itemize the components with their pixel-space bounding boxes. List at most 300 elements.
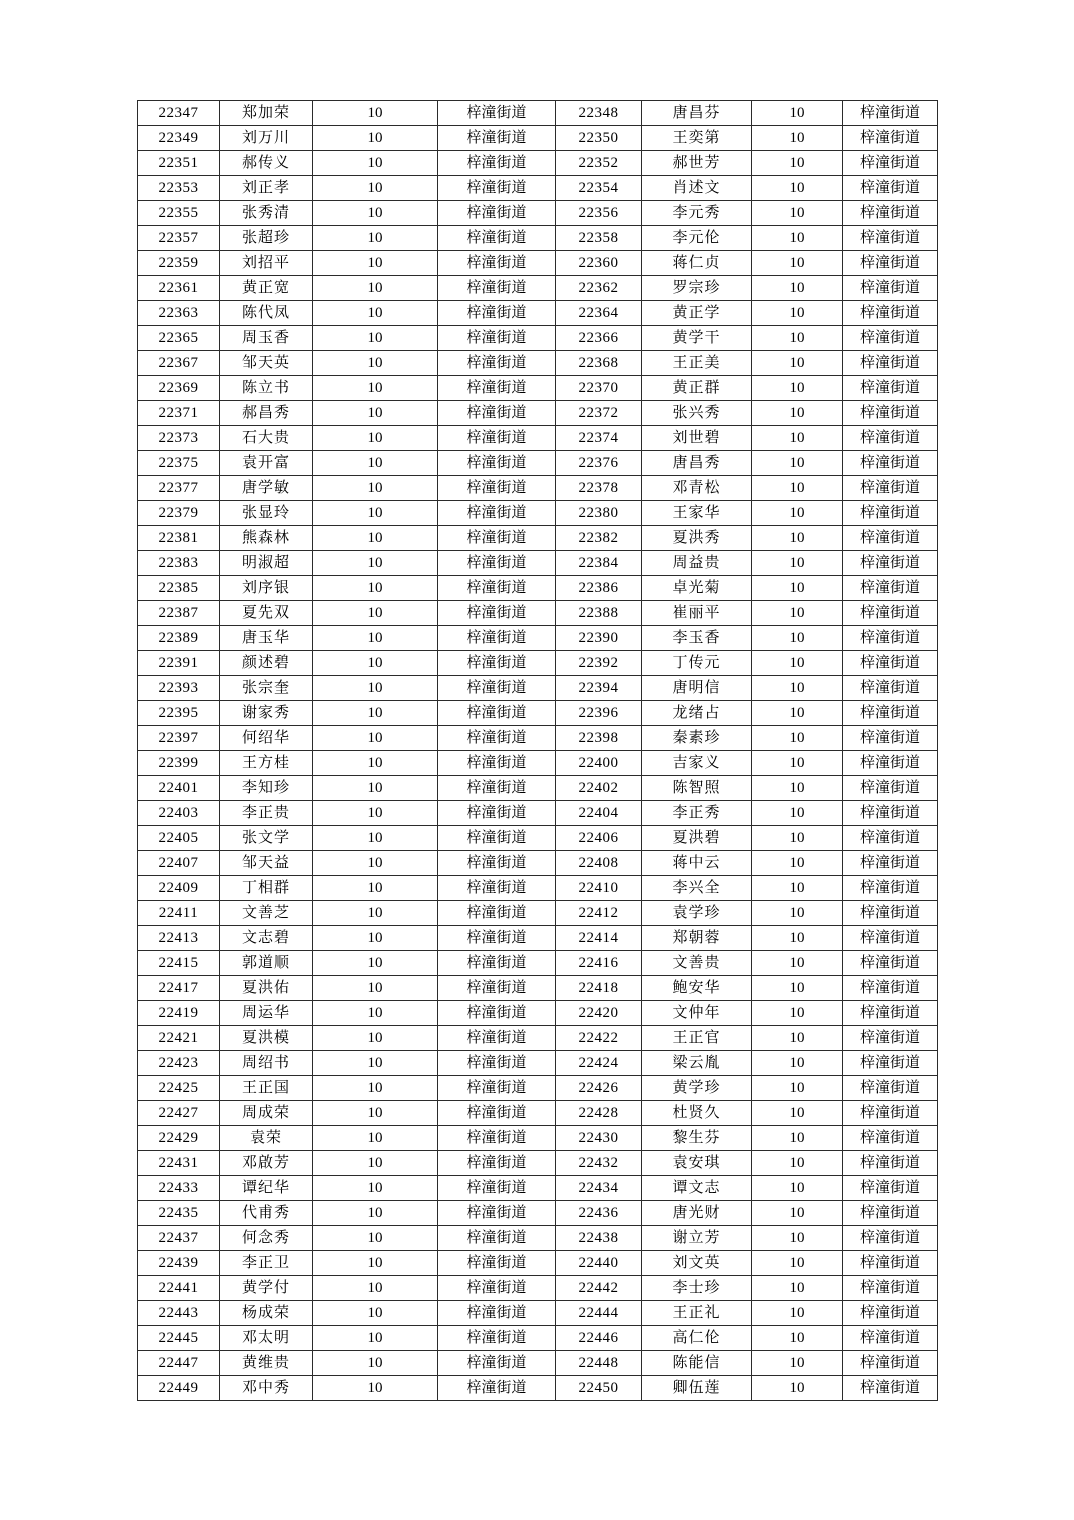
amount-cell: 10 <box>313 1226 438 1251</box>
record-id-cell: 22400 <box>556 751 642 776</box>
person-name-cell: 唐玉华 <box>220 626 313 651</box>
table-row <box>138 1276 938 1301</box>
district-cell: 梓潼街道 <box>438 501 556 526</box>
record-id-cell: 22417 <box>138 976 220 1001</box>
person-name-cell: 文善贵 <box>642 951 752 976</box>
person-name-cell: 梁云胤 <box>642 1051 752 1076</box>
record-id-cell: 22432 <box>556 1151 642 1176</box>
amount-cell: 10 <box>313 1126 438 1151</box>
person-name-cell: 王奕第 <box>642 126 752 151</box>
person-name-cell: 杜贤久 <box>642 1101 752 1126</box>
table-row <box>138 526 938 551</box>
amount-cell: 10 <box>752 1326 843 1351</box>
table-row <box>138 1376 938 1401</box>
amount-cell: 10 <box>313 776 438 801</box>
person-name-cell: 夏洪秀 <box>642 526 752 551</box>
person-name-cell: 王正官 <box>642 1026 752 1051</box>
district-cell: 梓潼街道 <box>843 426 938 451</box>
record-id-cell: 22419 <box>138 1001 220 1026</box>
district-cell: 梓潼街道 <box>843 626 938 651</box>
person-name-cell: 秦素珍 <box>642 726 752 751</box>
amount-cell: 10 <box>313 676 438 701</box>
person-name-cell: 邹天英 <box>220 351 313 376</box>
person-name-cell: 石大贵 <box>220 426 313 451</box>
amount-cell: 10 <box>752 1251 843 1276</box>
person-name-cell: 夏洪碧 <box>642 826 752 851</box>
amount-cell: 10 <box>752 1376 843 1401</box>
record-id-cell: 22374 <box>556 426 642 451</box>
amount-cell: 10 <box>752 501 843 526</box>
person-name-cell: 文仲年 <box>642 1001 752 1026</box>
district-cell: 梓潼街道 <box>843 1001 938 1026</box>
record-id-cell: 22431 <box>138 1151 220 1176</box>
table-row <box>138 326 938 351</box>
table-row <box>138 1026 938 1051</box>
table-row <box>138 951 938 976</box>
person-name-cell: 龙绪占 <box>642 701 752 726</box>
district-cell: 梓潼街道 <box>843 451 938 476</box>
record-id-cell: 22379 <box>138 501 220 526</box>
person-name-cell: 袁荣 <box>220 1126 313 1151</box>
amount-cell: 10 <box>752 301 843 326</box>
district-cell: 梓潼街道 <box>843 1301 938 1326</box>
amount-cell: 10 <box>752 976 843 1001</box>
person-name-cell: 邓啟芳 <box>220 1151 313 1176</box>
person-name-cell: 王正美 <box>642 351 752 376</box>
record-id-cell: 22442 <box>556 1276 642 1301</box>
district-cell: 梓潼街道 <box>843 1351 938 1376</box>
table-row <box>138 176 938 201</box>
amount-cell: 10 <box>752 776 843 801</box>
amount-cell: 10 <box>313 901 438 926</box>
record-id-cell: 22364 <box>556 301 642 326</box>
amount-cell: 10 <box>752 476 843 501</box>
record-id-cell: 22382 <box>556 526 642 551</box>
amount-cell: 10 <box>313 551 438 576</box>
person-name-cell: 李知珍 <box>220 776 313 801</box>
record-id-cell: 22397 <box>138 726 220 751</box>
district-cell: 梓潼街道 <box>438 751 556 776</box>
district-cell: 梓潼街道 <box>438 976 556 1001</box>
record-id-cell: 22422 <box>556 1026 642 1051</box>
amount-cell: 10 <box>313 451 438 476</box>
table-row <box>138 401 938 426</box>
district-cell: 梓潼街道 <box>843 201 938 226</box>
person-name-cell: 刘序银 <box>220 576 313 601</box>
person-name-cell: 张显玲 <box>220 501 313 526</box>
district-cell: 梓潼街道 <box>438 926 556 951</box>
amount-cell: 10 <box>752 1201 843 1226</box>
table-row <box>138 201 938 226</box>
person-name-cell: 黄正宽 <box>220 276 313 301</box>
amount-cell: 10 <box>752 1076 843 1101</box>
person-name-cell: 袁开富 <box>220 451 313 476</box>
record-id-cell: 22450 <box>556 1376 642 1401</box>
amount-cell: 10 <box>752 701 843 726</box>
district-cell: 梓潼街道 <box>438 1351 556 1376</box>
record-id-cell: 22355 <box>138 201 220 226</box>
amount-cell: 10 <box>752 1101 843 1126</box>
amount-cell: 10 <box>313 1376 438 1401</box>
table-row <box>138 1076 938 1101</box>
record-id-cell: 22365 <box>138 326 220 351</box>
person-name-cell: 熊森林 <box>220 526 313 551</box>
record-id-cell: 22435 <box>138 1201 220 1226</box>
table-row <box>138 601 938 626</box>
record-id-cell: 22411 <box>138 901 220 926</box>
person-name-cell: 李元伦 <box>642 226 752 251</box>
person-name-cell: 文志碧 <box>220 926 313 951</box>
person-name-cell: 杨成荣 <box>220 1301 313 1326</box>
district-cell: 梓潼街道 <box>438 626 556 651</box>
record-id-cell: 22367 <box>138 351 220 376</box>
person-name-cell: 崔丽平 <box>642 601 752 626</box>
record-id-cell: 22359 <box>138 251 220 276</box>
amount-cell: 10 <box>313 426 438 451</box>
table-row <box>138 126 938 151</box>
district-cell: 梓潼街道 <box>438 1276 556 1301</box>
amount-cell: 10 <box>752 951 843 976</box>
person-name-cell: 黄学付 <box>220 1276 313 1301</box>
person-name-cell: 张宗奎 <box>220 676 313 701</box>
amount-cell: 10 <box>752 901 843 926</box>
district-cell: 梓潼街道 <box>438 1251 556 1276</box>
record-id-cell: 22448 <box>556 1351 642 1376</box>
person-name-cell: 代甫秀 <box>220 1201 313 1226</box>
district-cell: 梓潼街道 <box>438 1226 556 1251</box>
record-id-cell: 22351 <box>138 151 220 176</box>
amount-cell: 10 <box>752 651 843 676</box>
amount-cell: 10 <box>752 101 843 126</box>
amount-cell: 10 <box>752 601 843 626</box>
person-name-cell: 邹天益 <box>220 851 313 876</box>
table-row <box>138 1001 938 1026</box>
district-cell: 梓潼街道 <box>843 1276 938 1301</box>
amount-cell: 10 <box>752 126 843 151</box>
table-row <box>138 726 938 751</box>
record-id-cell: 22347 <box>138 101 220 126</box>
person-name-cell: 黄正群 <box>642 376 752 401</box>
amount-cell: 10 <box>752 526 843 551</box>
district-cell: 梓潼街道 <box>843 1326 938 1351</box>
person-name-cell: 何绍华 <box>220 726 313 751</box>
amount-cell: 10 <box>313 626 438 651</box>
amount-cell: 10 <box>752 276 843 301</box>
district-cell: 梓潼街道 <box>438 326 556 351</box>
person-name-cell: 周绍书 <box>220 1051 313 1076</box>
person-name-cell: 明淑超 <box>220 551 313 576</box>
record-id-cell: 22373 <box>138 426 220 451</box>
record-id-cell: 22421 <box>138 1026 220 1051</box>
amount-cell: 10 <box>752 576 843 601</box>
amount-cell: 10 <box>313 151 438 176</box>
table-row <box>138 551 938 576</box>
record-id-cell: 22415 <box>138 951 220 976</box>
amount-cell: 10 <box>313 351 438 376</box>
district-cell: 梓潼街道 <box>843 551 938 576</box>
amount-cell: 10 <box>752 1301 843 1326</box>
person-name-cell: 邓太明 <box>220 1326 313 1351</box>
amount-cell: 10 <box>752 251 843 276</box>
amount-cell: 10 <box>752 176 843 201</box>
amount-cell: 10 <box>313 801 438 826</box>
district-cell: 梓潼街道 <box>438 1201 556 1226</box>
table-row <box>138 651 938 676</box>
amount-cell: 10 <box>313 376 438 401</box>
record-id-cell: 22394 <box>556 676 642 701</box>
person-name-cell: 黎生芬 <box>642 1126 752 1151</box>
table-row <box>138 426 938 451</box>
district-cell: 梓潼街道 <box>843 351 938 376</box>
amount-cell: 10 <box>313 476 438 501</box>
person-name-cell: 郝传义 <box>220 151 313 176</box>
district-cell: 梓潼街道 <box>438 101 556 126</box>
district-cell: 梓潼街道 <box>438 426 556 451</box>
district-cell: 梓潼街道 <box>843 101 938 126</box>
district-cell: 梓潼街道 <box>438 151 556 176</box>
person-name-cell: 夏洪模 <box>220 1026 313 1051</box>
district-cell: 梓潼街道 <box>843 1176 938 1201</box>
district-cell: 梓潼街道 <box>438 701 556 726</box>
amount-cell: 10 <box>313 226 438 251</box>
person-name-cell: 何念秀 <box>220 1226 313 1251</box>
district-cell: 梓潼街道 <box>843 1251 938 1276</box>
table-row <box>138 1151 938 1176</box>
district-cell: 梓潼街道 <box>438 651 556 676</box>
district-cell: 梓潼街道 <box>843 701 938 726</box>
district-cell: 梓潼街道 <box>843 1151 938 1176</box>
table-row <box>138 676 938 701</box>
amount-cell: 10 <box>313 1201 438 1226</box>
record-id-cell: 22410 <box>556 876 642 901</box>
person-name-cell: 肖述文 <box>642 176 752 201</box>
record-id-cell: 22375 <box>138 451 220 476</box>
table-row <box>138 926 938 951</box>
record-id-cell: 22385 <box>138 576 220 601</box>
table-row <box>138 276 938 301</box>
record-id-cell: 22441 <box>138 1276 220 1301</box>
record-id-cell: 22447 <box>138 1351 220 1376</box>
district-cell: 梓潼街道 <box>843 1226 938 1251</box>
district-cell: 梓潼街道 <box>843 476 938 501</box>
person-name-cell: 周成荣 <box>220 1101 313 1126</box>
district-cell: 梓潼街道 <box>843 126 938 151</box>
record-id-cell: 22378 <box>556 476 642 501</box>
district-cell: 梓潼街道 <box>843 976 938 1001</box>
person-name-cell: 王正礼 <box>642 1301 752 1326</box>
record-id-cell: 22396 <box>556 701 642 726</box>
district-cell: 梓潼街道 <box>438 351 556 376</box>
record-id-cell: 22348 <box>556 101 642 126</box>
person-name-cell: 蒋中云 <box>642 851 752 876</box>
amount-cell: 10 <box>752 226 843 251</box>
person-name-cell: 周玉香 <box>220 326 313 351</box>
person-name-cell: 唐明信 <box>642 676 752 701</box>
record-id-cell: 22350 <box>556 126 642 151</box>
table-row <box>138 451 938 476</box>
district-cell: 梓潼街道 <box>438 876 556 901</box>
amount-cell: 10 <box>313 1026 438 1051</box>
table-row <box>138 851 938 876</box>
district-cell: 梓潼街道 <box>843 1376 938 1401</box>
record-id-cell: 22395 <box>138 701 220 726</box>
district-cell: 梓潼街道 <box>843 851 938 876</box>
person-name-cell: 唐光财 <box>642 1201 752 1226</box>
record-id-cell: 22377 <box>138 476 220 501</box>
record-id-cell: 22403 <box>138 801 220 826</box>
person-name-cell: 邓中秀 <box>220 1376 313 1401</box>
record-id-cell: 22412 <box>556 901 642 926</box>
person-name-cell: 李玉香 <box>642 626 752 651</box>
amount-cell: 10 <box>313 876 438 901</box>
district-cell: 梓潼街道 <box>843 601 938 626</box>
person-name-cell: 刘万川 <box>220 126 313 151</box>
person-name-cell: 陈代凤 <box>220 301 313 326</box>
district-cell: 梓潼街道 <box>438 1301 556 1326</box>
district-cell: 梓潼街道 <box>438 526 556 551</box>
amount-cell: 10 <box>752 451 843 476</box>
person-name-cell: 周运华 <box>220 1001 313 1026</box>
table-row <box>138 826 938 851</box>
amount-cell: 10 <box>313 201 438 226</box>
amount-cell: 10 <box>752 826 843 851</box>
person-name-cell: 谭纪华 <box>220 1176 313 1201</box>
person-name-cell: 黄学干 <box>642 326 752 351</box>
district-cell: 梓潼街道 <box>438 726 556 751</box>
record-id-cell: 22446 <box>556 1326 642 1351</box>
district-cell: 梓潼街道 <box>843 901 938 926</box>
person-name-cell: 鲍安华 <box>642 976 752 1001</box>
amount-cell: 10 <box>313 576 438 601</box>
district-cell: 梓潼街道 <box>438 901 556 926</box>
district-cell: 梓潼街道 <box>438 476 556 501</box>
district-cell: 梓潼街道 <box>438 1001 556 1026</box>
amount-cell: 10 <box>752 851 843 876</box>
amount-cell: 10 <box>313 176 438 201</box>
district-cell: 梓潼街道 <box>843 776 938 801</box>
district-cell: 梓潼街道 <box>843 676 938 701</box>
district-cell: 梓潼街道 <box>438 1376 556 1401</box>
table-row <box>138 376 938 401</box>
person-name-cell: 郝昌秀 <box>220 401 313 426</box>
record-id-cell: 22426 <box>556 1076 642 1101</box>
person-name-cell: 邓青松 <box>642 476 752 501</box>
district-cell: 梓潼街道 <box>843 1026 938 1051</box>
record-id-cell: 22404 <box>556 801 642 826</box>
record-id-cell: 22437 <box>138 1226 220 1251</box>
record-id-cell: 22420 <box>556 1001 642 1026</box>
person-name-cell: 李士珍 <box>642 1276 752 1301</box>
person-name-cell: 谭文志 <box>642 1176 752 1201</box>
amount-cell: 10 <box>313 1151 438 1176</box>
district-cell: 梓潼街道 <box>438 1026 556 1051</box>
person-name-cell: 蒋仁贞 <box>642 251 752 276</box>
amount-cell: 10 <box>313 951 438 976</box>
amount-cell: 10 <box>752 1351 843 1376</box>
person-name-cell: 谢家秀 <box>220 701 313 726</box>
record-id-cell: 22352 <box>556 151 642 176</box>
district-cell: 梓潼街道 <box>438 601 556 626</box>
table-row <box>138 101 938 126</box>
record-id-cell: 22409 <box>138 876 220 901</box>
record-id-cell: 22387 <box>138 601 220 626</box>
person-name-cell: 黄维贵 <box>220 1351 313 1376</box>
amount-cell: 10 <box>313 276 438 301</box>
amount-cell: 10 <box>313 1326 438 1351</box>
person-name-cell: 唐昌芬 <box>642 101 752 126</box>
person-name-cell: 张超珍 <box>220 226 313 251</box>
person-name-cell: 黄学珍 <box>642 1076 752 1101</box>
record-id-cell: 22392 <box>556 651 642 676</box>
record-id-cell: 22408 <box>556 851 642 876</box>
table-row <box>138 1051 938 1076</box>
person-name-cell: 郑加荣 <box>220 101 313 126</box>
district-cell: 梓潼街道 <box>843 801 938 826</box>
district-cell: 梓潼街道 <box>438 1151 556 1176</box>
person-name-cell: 谢立芳 <box>642 1226 752 1251</box>
table-row <box>138 476 938 501</box>
record-id-cell: 22443 <box>138 1301 220 1326</box>
amount-cell: 10 <box>313 526 438 551</box>
table-row <box>138 351 938 376</box>
district-cell: 梓潼街道 <box>843 1126 938 1151</box>
amount-cell: 10 <box>313 1251 438 1276</box>
amount-cell: 10 <box>313 326 438 351</box>
person-name-cell: 陈能信 <box>642 1351 752 1376</box>
person-name-cell: 周益贵 <box>642 551 752 576</box>
amount-cell: 10 <box>313 826 438 851</box>
record-id-cell: 22427 <box>138 1101 220 1126</box>
district-cell: 梓潼街道 <box>843 726 938 751</box>
person-name-cell: 王家华 <box>642 501 752 526</box>
record-id-cell: 22362 <box>556 276 642 301</box>
amount-cell: 10 <box>313 401 438 426</box>
district-cell: 梓潼街道 <box>843 176 938 201</box>
record-id-cell: 22449 <box>138 1376 220 1401</box>
district-cell: 梓潼街道 <box>843 1076 938 1101</box>
district-cell: 梓潼街道 <box>438 676 556 701</box>
amount-cell: 10 <box>313 976 438 1001</box>
record-id-cell: 22356 <box>556 201 642 226</box>
record-id-cell: 22391 <box>138 651 220 676</box>
district-cell: 梓潼街道 <box>438 576 556 601</box>
amount-cell: 10 <box>313 651 438 676</box>
district-cell: 梓潼街道 <box>438 376 556 401</box>
amount-cell: 10 <box>313 1051 438 1076</box>
person-name-cell: 袁学珍 <box>642 901 752 926</box>
amount-cell: 10 <box>313 1001 438 1026</box>
record-id-cell: 22413 <box>138 926 220 951</box>
district-cell: 梓潼街道 <box>438 1051 556 1076</box>
person-name-cell: 刘正孝 <box>220 176 313 201</box>
district-cell: 梓潼街道 <box>843 301 938 326</box>
person-name-cell: 王正国 <box>220 1076 313 1101</box>
record-id-cell: 22438 <box>556 1226 642 1251</box>
amount-cell: 10 <box>752 876 843 901</box>
record-id-cell: 22414 <box>556 926 642 951</box>
district-cell: 梓潼街道 <box>843 926 938 951</box>
person-name-cell: 高仁伦 <box>642 1326 752 1351</box>
district-cell: 梓潼街道 <box>438 176 556 201</box>
district-cell: 梓潼街道 <box>438 1076 556 1101</box>
record-id-cell: 22406 <box>556 826 642 851</box>
table-row <box>138 1176 938 1201</box>
amount-cell: 10 <box>313 751 438 776</box>
record-id-cell: 22444 <box>556 1301 642 1326</box>
district-cell: 梓潼街道 <box>438 951 556 976</box>
amount-cell: 10 <box>313 101 438 126</box>
roster-table-body <box>138 101 938 1401</box>
